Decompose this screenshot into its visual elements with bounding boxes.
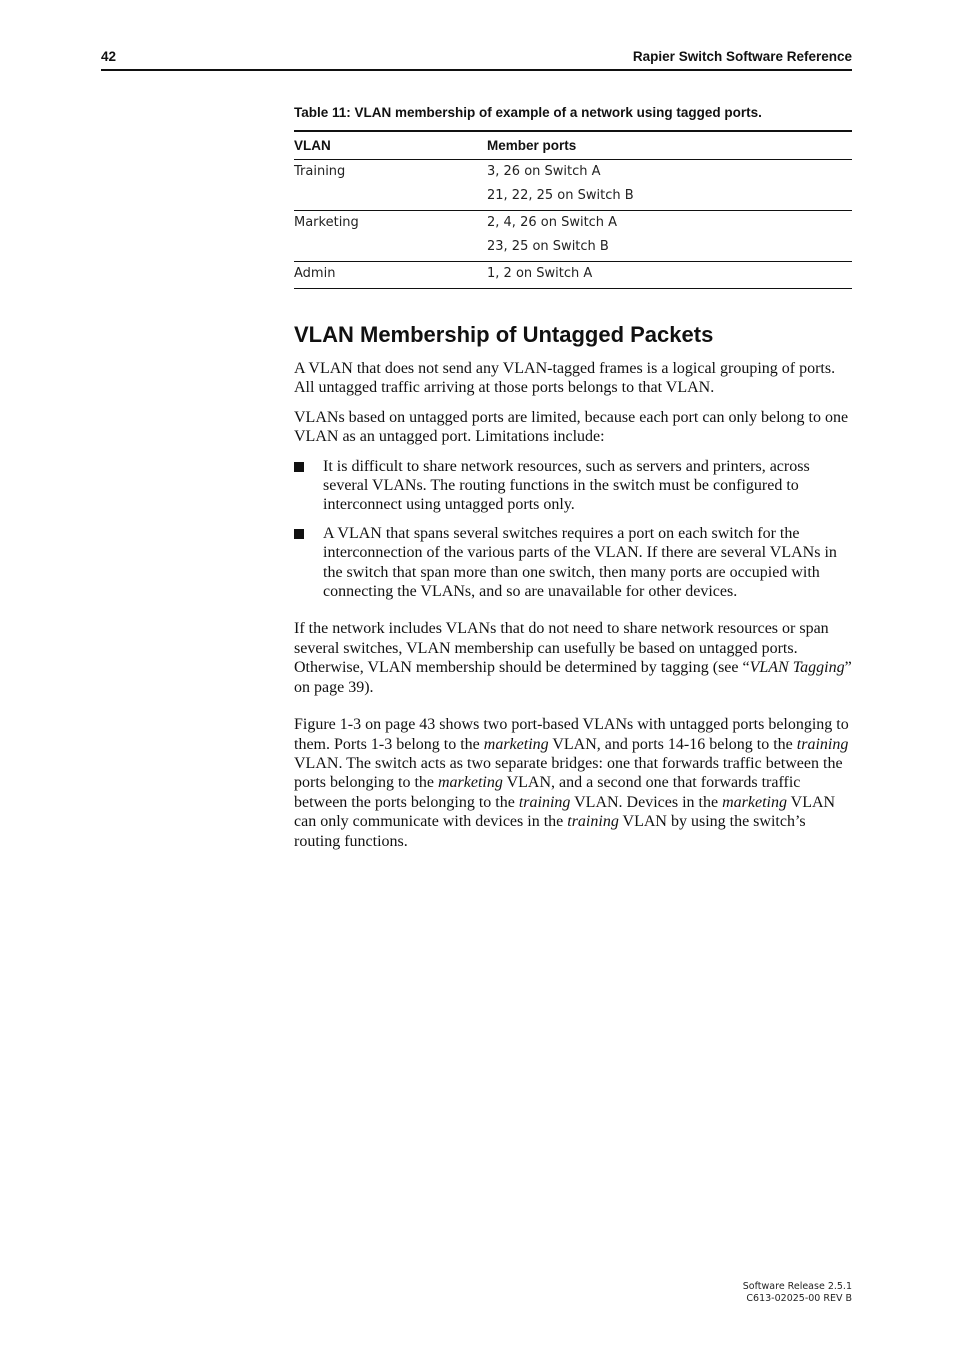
text-run: Figure 1-3 on page 43 shows two port-based VLANs with untagged ports belonging to them. Ports 1-3 belong to the: [294, 716, 849, 753]
ports-cell: 3, 26 on Switch A: [487, 164, 601, 179]
column-header-vlan: VLAN: [294, 131, 487, 160]
running-title: Rapier Switch Software Reference: [632, 49, 852, 64]
table-row: [294, 211, 852, 262]
page-number: 42: [101, 49, 117, 64]
list-item: [294, 457, 852, 515]
ports-cell: 2, 4, 26 on Switch A: [487, 215, 618, 230]
cross-reference-link[interactable]: VLAN Tagging: [749, 659, 845, 677]
text-run: VLAN. Devices in the: [570, 793, 723, 811]
list-item-text: It is difficult to share network resources, such as servers and printers, across several VLANs. The routing functions in the switch must be configured to interconnect using untagged ports only.: [323, 457, 810, 514]
emphasis-text: training: [567, 813, 619, 831]
list-item-text: A VLAN that spans several switches requires a port on each switch for the interconnection of the various parts of the VLAN. If there are several VLANs in the switch that span more than one switch, then many ports are occupied with connecting the VLANs, and so are unavailable for other devices.: [323, 524, 837, 601]
page-header: [101, 47, 852, 71]
text-run: VLAN, and a second one that forwards traffic between the ports belonging to the: [294, 774, 801, 811]
page-footer: [743, 1281, 852, 1305]
table-caption: Table 11: VLAN membership of example of a network using tagged ports.: [294, 105, 762, 120]
paragraph-limitations: VLANs based on untagged ports are limited, because each port can only belong to one VLAN as an untagged port. Limitations include:: [294, 408, 849, 446]
ports-cell: 1, 2 on Switch A: [487, 266, 593, 281]
emphasis-text: marketing: [483, 735, 549, 753]
vlan-cell: Training: [294, 164, 346, 179]
text-run: VLAN. The switch acts as two separate bridges: one that forwards traffic between the ports belonging to the: [294, 754, 843, 792]
limitations-list: [294, 457, 852, 602]
table-row: [294, 262, 852, 289]
text-run: VLAN can only communicate with devices in the: [294, 793, 836, 831]
vlan-cell: Marketing: [294, 215, 359, 230]
column-header-member-ports: Member ports: [487, 131, 852, 160]
bullet-square-icon: [294, 529, 304, 539]
text-run: VLAN by using the switch’s routing functions.: [294, 813, 806, 850]
emphasis-text: training: [796, 735, 849, 753]
paragraph-tagging: [294, 619, 852, 697]
ports-cell: 21, 22, 25 on Switch B: [487, 188, 634, 203]
list-item: [294, 524, 852, 602]
text-run: ” on page 39).: [294, 659, 852, 696]
bullet-square-icon: [294, 462, 304, 472]
emphasis-text: training: [518, 793, 571, 811]
emphasis-text: marketing: [722, 793, 787, 811]
text-run: VLAN, and ports 14-16 belong to the: [548, 735, 797, 753]
table-header-row: [294, 131, 852, 160]
software-release: Software Release 2.5.1: [742, 1281, 852, 1292]
vlan-cell: Admin: [294, 266, 336, 281]
vlan-membership-table: [294, 130, 852, 289]
main-content: [294, 104, 852, 861]
emphasis-text: marketing: [437, 774, 503, 792]
paragraph-intro: A VLAN that does not send any VLAN-tagged frames is a logical grouping of ports. All untagged traffic arriving at those ports belongs to that VLAN.: [294, 360, 836, 397]
table-row: [294, 160, 852, 211]
document-code: C613-02025-00 REV B: [746, 1293, 852, 1304]
ports-cell: 23, 25 on Switch B: [487, 239, 609, 254]
paragraph-figure-description: [294, 715, 852, 851]
section-heading: VLAN Membership of Untagged Packets: [294, 322, 714, 347]
text-run: If the network includes VLANs that do not need to share network resources or span several switches, VLAN membership can usefully be based on untagged ports. Otherwise, VLAN membership should be determined by tagging (see “: [294, 620, 829, 677]
section-body: [294, 359, 852, 851]
